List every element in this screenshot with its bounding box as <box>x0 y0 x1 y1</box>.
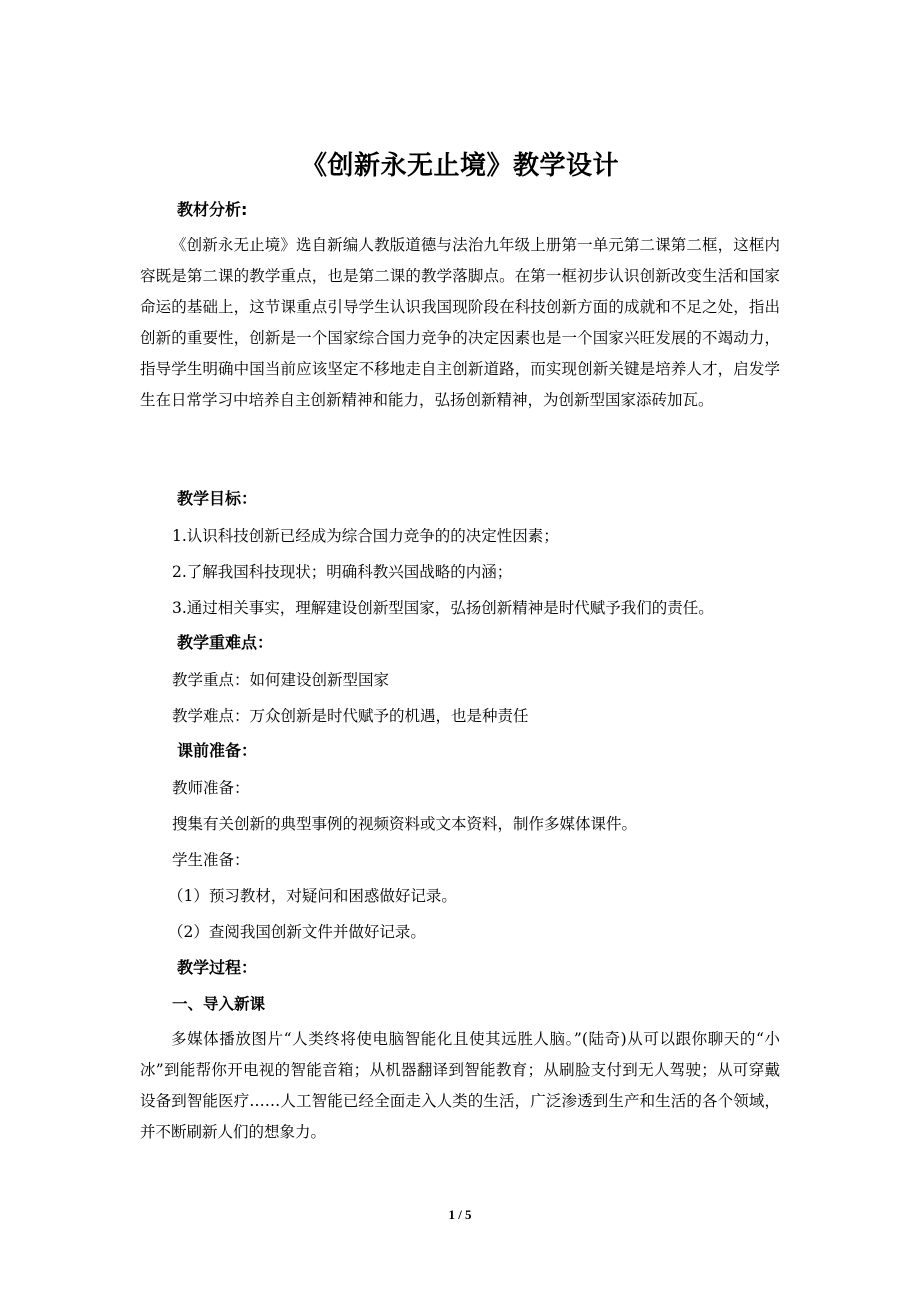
material-analysis-heading: 教材分析: <box>177 200 248 219</box>
document-title: 《创新永无止境》教学设计 <box>300 151 619 181</box>
teacher-preparation-label: 教师准备： <box>172 779 250 797</box>
student-preparation-task-2: （2）查阅我国创新文件并做好记录。 <box>168 923 426 941</box>
student-preparation-label: 学生准备： <box>172 851 250 869</box>
intro-lesson-paragraph: 多媒体播放图片“人类终将使电脑智能化且使其远胜人脑。”(陆奇)从可以跟你聊天的“小冰”到能帮你开电视的智能音箱；从机器翻译到智能教育；从刷脸支付到无人驾驶；从可穿戴设备到智能医疗……人工智能已经全面走入人类的生活，广泛渗透到生产和生活的各个领域，并不断刷新人们的想象力。 <box>140 1030 780 1142</box>
objective-item-3: 3.通过相关事实，理解建设创新型国家，弘扬创新精神是时代赋予我们的责任。 <box>172 599 714 617</box>
material-analysis-paragraph: 《创新永无止境》选自新编人教版道德与法治九年级上册第一单元第二课第二框，这框内容既是第二课的教学重点，也是第二课的教学落脚点。在第一框初步认识创新改变生活和国家命运的基础上，这节课重点引导学生认识我国现阶段在科技创新方面的成就和不足之处，指出创新的重要性，创新是一个国家综合国力竞争的决定因素也是一个国家兴旺发展的不竭动力，指导学生明确中国当前应该坚定不移地走自主创新道路，而实现创新关键是培养人才，启发学生在日常学习中培养自主创新精神和能力，弘扬创新精神，为创新型国家添砖加瓦。 <box>140 236 780 410</box>
key-difficult-points-heading: 教学重难点： <box>177 633 274 652</box>
objective-item-1: 1.认识科技创新已经成为综合国力竞争的的决定性因素； <box>172 527 559 545</box>
objective-item-2: 2.了解我国科技现状；明确科教兴国战略的内涵； <box>172 563 513 581</box>
intro-lesson-subheading: 一、导入新课 <box>172 995 266 1013</box>
teaching-focus: 教学重点：如何建设创新型国家 <box>172 671 390 689</box>
teaching-difficulty: 教学难点：万众创新是时代赋予的机遇，也是种责任 <box>172 707 529 725</box>
student-preparation-task-1: （1）预习教材，对疑问和困惑做好记录。 <box>168 887 457 905</box>
page-number: 1 / 5 <box>448 1207 472 1222</box>
preparation-heading: 课前准备： <box>177 741 258 760</box>
teacher-preparation-task: 搜集有关创新的典型事例的视频资料或文本资料，制作多媒体课件。 <box>172 815 638 833</box>
teaching-process-heading: 教学过程： <box>177 958 258 977</box>
teaching-objectives-heading: 教学目标： <box>177 489 258 508</box>
